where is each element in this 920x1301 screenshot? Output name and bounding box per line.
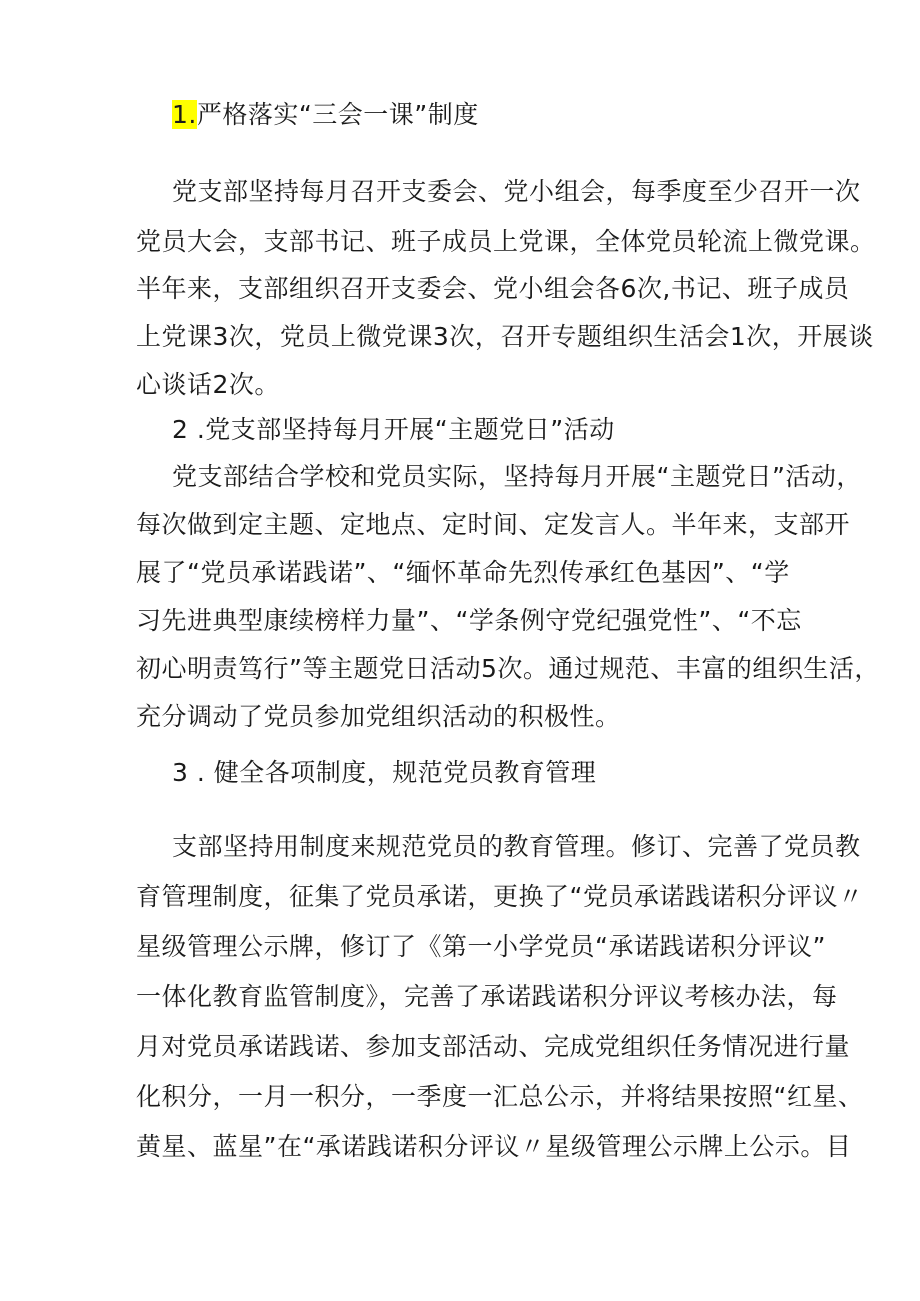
section-3-line-2: 育管理制度，征集了党员承诺，更换了“党员承诺践诺积分评议〃 [136,882,864,911]
section-2-line-1: 党支部结合学校和党员实际，坚持每月开展“主题党日”活动， [172,462,862,491]
section-3-line-6: 化积分，一月一积分，一季度一汇总公示，并将结果按照“红星、 [136,1082,864,1111]
section-2-line-4: 习先进典型康续榜样力量”、“学条例守党纪强党性”、“不忘 [136,606,802,635]
section-3-line-4: 一体化教育监管制度》，完善了承诺践诺积分评议考核办法，每 [136,982,838,1011]
section-3-line-3: 星级管理公示牌，修订了《第一小学党员“承诺践诺积分评议” [136,932,826,961]
section-1-line-4: 上党课3次，党员上微党课3次，召开专题组织生活会1次，开展谈 [136,322,874,351]
section-1-line-3: 半年来，支部组织召开支委会、党小组会各6次,书记、班子成员 [136,274,850,303]
section-3-line-7: 黄星、蓝星”在“承诺践诺积分评议〃星级管理公示牌上公示。目 [136,1132,852,1161]
section-2-line-3: 展了“党员承诺践诺”、“缅怀革命先烈传承红色基因”、“学 [136,558,790,587]
section-2-line-6: 充分调动了党员参加党组织活动的积极性。 [136,702,621,731]
section-1-line-5: 心谈话2次。 [136,370,280,399]
section-2-heading: 2 .党支部坚持每月开展“主题党日”活动 [172,415,615,444]
section-1-line-2: 党员大会，支部书记、班子成员上党课，全体党员轮流上微党课。 [136,227,876,256]
section-1-heading [172,98,479,132]
section-2-line-5: 初心明责笃行”等主题党日活动5次。通过规范、丰富的组织生活， [136,654,880,683]
section-1-line-1: 党支部坚持每月召开支委会、党小组会，每季度至少召开一次 [172,177,861,206]
section-3-line-1: 支部坚持用制度来规范党员的教育管理。修订、完善了党员教 [172,832,861,861]
section-3-line-5: 月对党员承诺践诺、参加支部活动、完成党组织任务情况进行量 [136,1032,851,1061]
section-1-title: 严格落实“三会一课”制度 [196,100,479,129]
section-1-number: 1. [172,100,197,129]
section-3-heading: 3 . 健全各项制度，规范党员教育管理 [172,758,597,787]
section-2-line-2: 每次做到定主题、定地点、定时间、定发言人。半年来，支部开 [136,510,851,539]
